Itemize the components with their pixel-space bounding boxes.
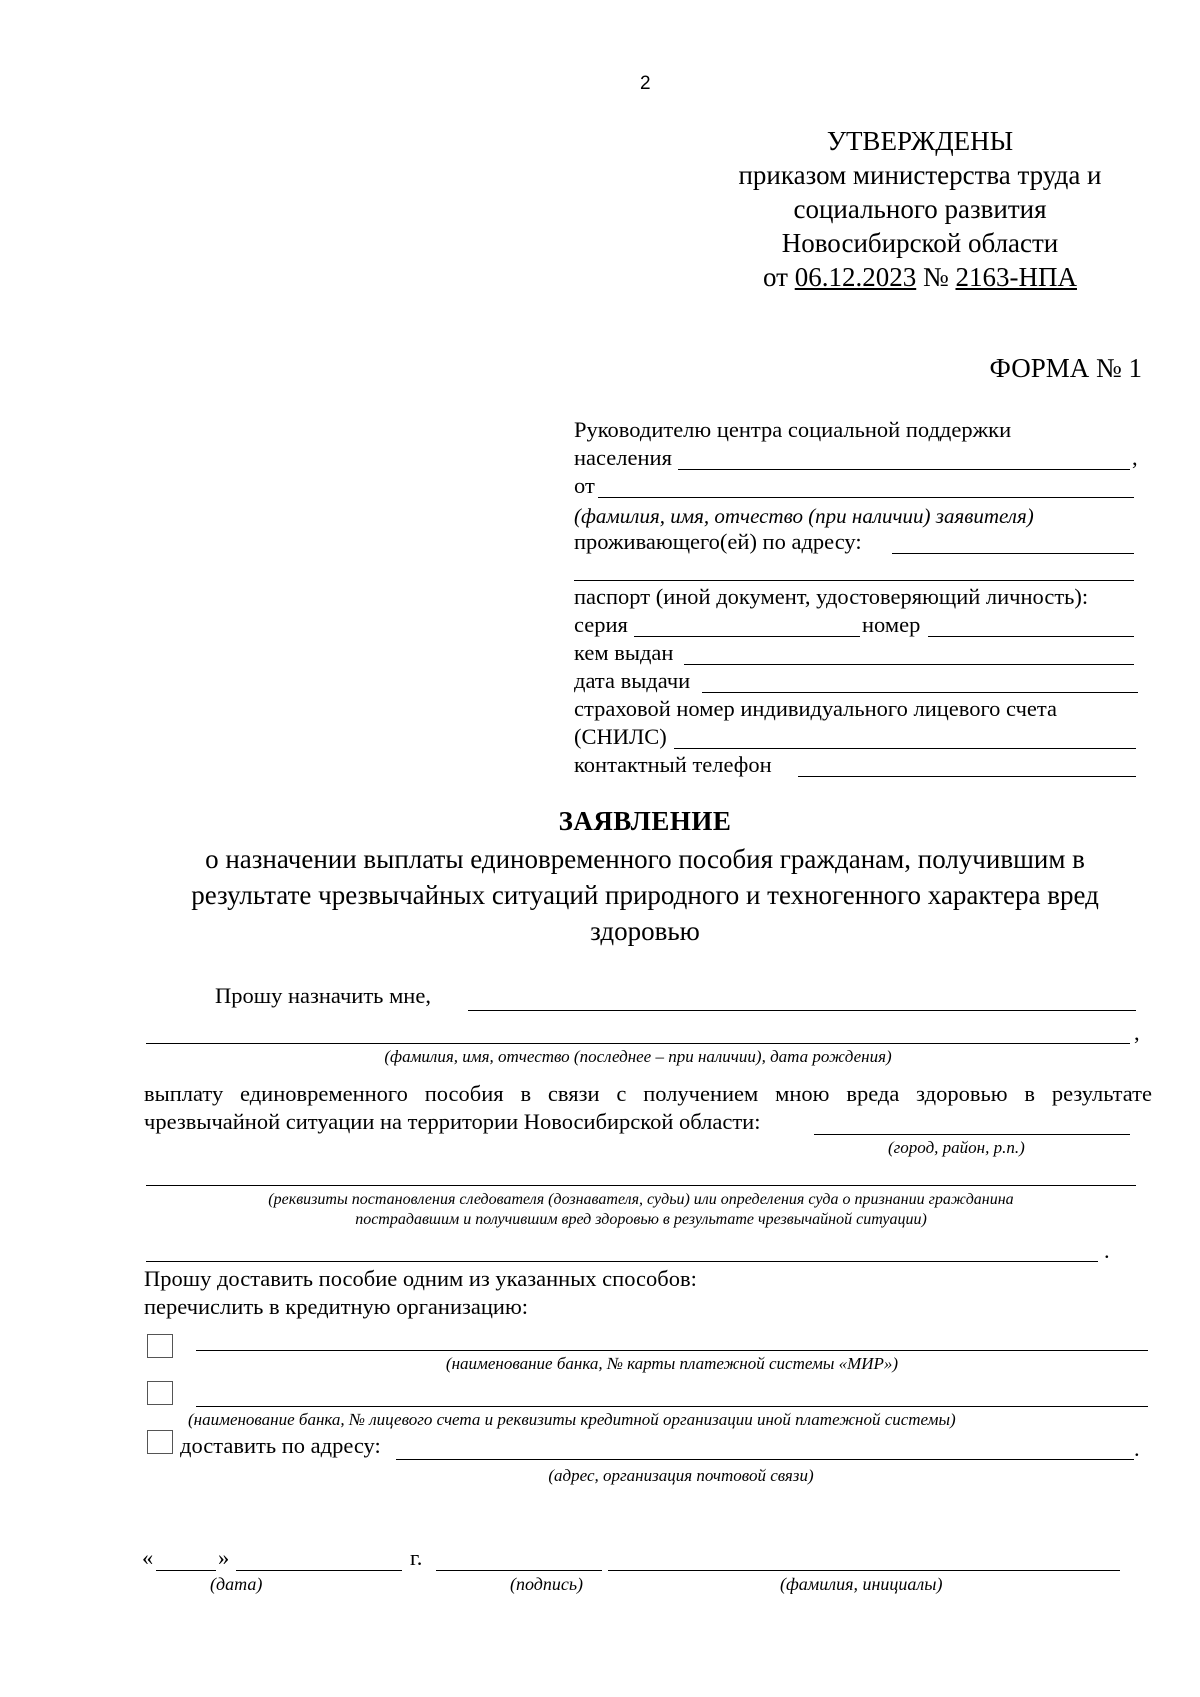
number-label: номер bbox=[862, 612, 921, 637]
issued-by-label: кем выдан bbox=[574, 640, 674, 665]
residing-label: проживающего(ей) по адресу: bbox=[574, 529, 862, 554]
passport-label: паспорт (иной документ, удостоверяющий личность): bbox=[574, 584, 1089, 609]
order-date: 06.12.2023 bbox=[794, 262, 917, 292]
name-initials-field[interactable] bbox=[608, 1570, 1120, 1571]
option3-hint: (адрес, организация почтовой связи) bbox=[548, 1466, 814, 1485]
mir-card-field[interactable] bbox=[196, 1350, 1148, 1351]
request-text-line-1: выплату единовременного пособия в связи с получением мною вреда здоровью в результате bbox=[144, 1081, 1152, 1106]
option-other-bank-checkbox[interactable] bbox=[147, 1381, 173, 1405]
request-prefix: Прошу назначить мне, bbox=[215, 983, 431, 1008]
open-quote: « bbox=[142, 1545, 154, 1570]
decision-hint-line-1: (реквизиты постановления следователя (дознавателя, судьи) или определения суда о признании гражданина bbox=[268, 1191, 1014, 1208]
month-field[interactable] bbox=[236, 1570, 402, 1571]
other-bank-field[interactable] bbox=[196, 1406, 1148, 1407]
snils-line-1: страховой номер индивидуального лицевого счета bbox=[574, 696, 1057, 721]
approved-heading: УТВЕРЖДЕНЫ bbox=[826, 126, 1014, 156]
day-field[interactable] bbox=[156, 1570, 216, 1571]
passport-number-field[interactable] bbox=[928, 636, 1134, 637]
recipient-field-2[interactable] bbox=[146, 1043, 1130, 1044]
comma: , bbox=[1132, 445, 1138, 470]
request-text-line-2: чрезвычайной ситуации на территории Новосибирской области: bbox=[144, 1109, 761, 1134]
delivery-intro: Прошу доставить пособие одним из указанных способов: bbox=[144, 1266, 697, 1291]
decision-field-1[interactable] bbox=[146, 1185, 1136, 1186]
order-number-prefix: № bbox=[916, 262, 956, 292]
decision-field-2[interactable] bbox=[146, 1261, 1098, 1262]
approved-order-line bbox=[660, 260, 1180, 294]
address-field-1[interactable] bbox=[892, 553, 1134, 554]
date-hint: (дата) bbox=[210, 1574, 263, 1594]
from-label: от bbox=[574, 473, 595, 498]
approved-line-4: Новосибирской области bbox=[781, 228, 1059, 258]
signature-hint: (подпись) bbox=[510, 1574, 584, 1594]
applicant-name-field[interactable] bbox=[598, 497, 1134, 498]
addressee-line-1: Руководителю центра социальной поддержки bbox=[574, 417, 1012, 442]
form-number: ФОРМА № 1 bbox=[989, 353, 1142, 383]
comma-2: , bbox=[1134, 1020, 1140, 1045]
order-number: 2163-НПА bbox=[955, 262, 1077, 292]
approved-line-3: социального развития bbox=[793, 194, 1047, 224]
approved-line-2: приказом министерства труда и bbox=[738, 160, 1102, 190]
postal-address-field[interactable] bbox=[396, 1459, 1134, 1460]
fio-hint: (фамилия, имя, отчество (последнее – при наличии), дата рождения) bbox=[384, 1047, 892, 1066]
applicant-hint: (фамилия, имя, отчество (при наличии) заявителя) bbox=[574, 504, 1034, 528]
option-mir-card-checkbox[interactable] bbox=[147, 1334, 173, 1358]
document-subtitle: о назначении выплаты единовременного пособия гражданам, получившим в результате чрезвычайных ситуаций природного и техногенного характера вред здоровью bbox=[191, 844, 1099, 946]
population-label: населения bbox=[574, 445, 672, 470]
option1-hint: (наименование банка, № карты платежной системы «МИР») bbox=[445, 1354, 899, 1373]
option-postal-checkbox[interactable] bbox=[147, 1430, 173, 1454]
series-label: серия bbox=[574, 612, 628, 637]
snils-field[interactable] bbox=[674, 748, 1136, 749]
name-hint: (фамилия, инициалы) bbox=[780, 1574, 943, 1594]
snils-label: (СНИЛС) bbox=[574, 724, 667, 749]
center-name-field[interactable] bbox=[678, 469, 1130, 470]
option2-hint: (наименование банка, № лицевого счета и реквизиты кредитной организации иной платежной системы) bbox=[188, 1410, 956, 1429]
period-2: . bbox=[1134, 1436, 1140, 1461]
close-quote: » bbox=[218, 1545, 230, 1570]
address-field-2[interactable] bbox=[574, 580, 1134, 581]
location-hint: (город, район, р.п.) bbox=[888, 1138, 1025, 1157]
year-suffix: г. bbox=[410, 1545, 423, 1570]
order-date-prefix: от bbox=[763, 262, 795, 292]
option3-label: доставить по адресу: bbox=[180, 1433, 381, 1458]
issue-date-label: дата выдачи bbox=[574, 668, 691, 693]
issued-by-field[interactable] bbox=[684, 664, 1134, 665]
recipient-field-1[interactable] bbox=[468, 1010, 1136, 1011]
phone-label: контактный телефон bbox=[574, 752, 772, 777]
document-title: ЗАЯВЛЕНИЕ bbox=[558, 806, 732, 836]
location-field[interactable] bbox=[814, 1134, 1130, 1135]
decision-hint-line-2: пострадавшим и получившим вред здоровью в результате чрезвычайной ситуации) bbox=[355, 1211, 927, 1228]
phone-field[interactable] bbox=[798, 776, 1136, 777]
period: . bbox=[1104, 1238, 1110, 1263]
passport-series-field[interactable] bbox=[634, 636, 860, 637]
issue-date-field[interactable] bbox=[702, 692, 1138, 693]
page-number: 2 bbox=[640, 73, 651, 94]
transfer-label: перечислить в кредитную организацию: bbox=[144, 1294, 529, 1319]
signature-field[interactable] bbox=[436, 1570, 602, 1571]
